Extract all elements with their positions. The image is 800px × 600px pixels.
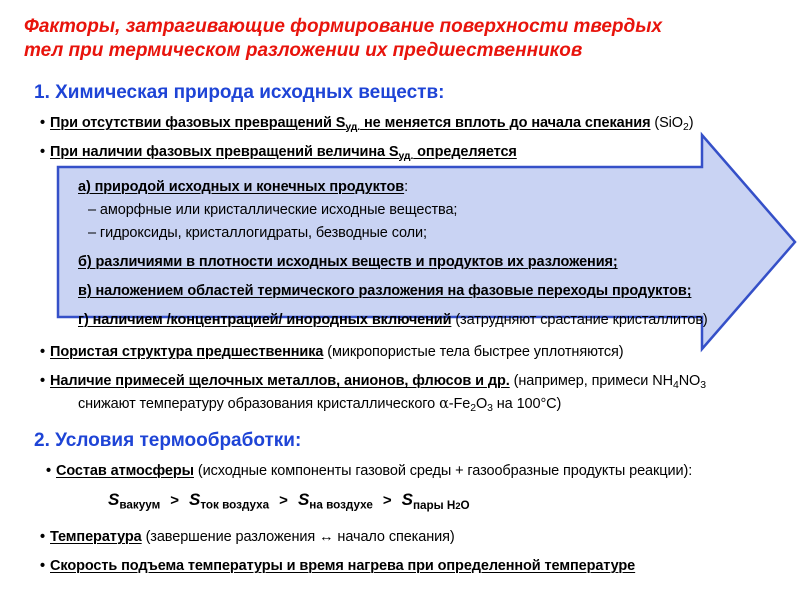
bullet-phase-change: • При наличии фазовых превращений величина $S_{уд.}$ определяется [40,144,517,163]
bullet-temperature: • Температура (завершение разложения ↔ начало спекания) [40,529,455,545]
bullet-dot: • [40,144,45,160]
section2-heading: 2. Условия термообработки: [34,430,302,451]
bullet-atmosphere: • Состав атмосферы (исходные компоненты газовой среды + газообразные продукты реакции): [46,463,693,479]
item-d: г) наличием /концентрацией/ инородных включений (затрудняют срастание кристаллитов) [78,312,708,328]
bullet-dot: • [40,344,45,360]
item-c: в) наложением областей термического разложения на фазовые переходы продуктов; [78,283,692,299]
bullet-dot: • [46,463,51,479]
item-a: а) природой исходных и конечных продуктов: [78,179,409,195]
alpha-symbol: α [439,396,449,412]
page-title-line2: тел при термическом разложении их предшественников [24,40,583,61]
item-a-sub2: – гидроксиды, кристаллогидраты, безводные соли; [88,225,427,241]
page-title-line1: Факторы, затрагивающие формирование поверхности твердых [24,16,663,37]
bullet-heating-rate: • Скорость подъема температуры и время нагрева при определенной температуре [40,558,636,574]
bullet-porous-structure: • Пористая структура предшественника (микропористые тела быстрее уплотняются) [40,344,624,360]
bullet-dot: • [40,529,45,545]
bullet-dot: • [40,373,45,389]
bullet-no-phase-change: • При отсутствии фазовых превращений $S_{уд.}$ не меняется вплоть до начала спекания (SiO$_2$) [40,115,694,134]
bullet-impurities-line2: снижают температуру образования кристаллического $\alpha-Fe_2O_3$ на 100°С) [78,396,562,415]
item-a-sub1: – аморфные или кристаллические исходные вещества; [88,202,458,218]
bullet-dot: • [40,115,45,131]
item-b: б) различиями в плотности исходных веществ и продуктов их разложения; [78,254,618,270]
bullet-dot: • [40,558,45,574]
section1-heading: 1. Химическая природа исходных веществ: [34,82,445,103]
bullet-impurities: • Наличие примесей щелочных металлов, анионов, флюсов и др. (например, примеси $NH_4NO_3$ [40,373,706,392]
surface-area-inequality: $S_{вакуум} > S_{ток воздуха} > S_{на воздухе} > S_{пары H2O}$ [108,490,470,512]
